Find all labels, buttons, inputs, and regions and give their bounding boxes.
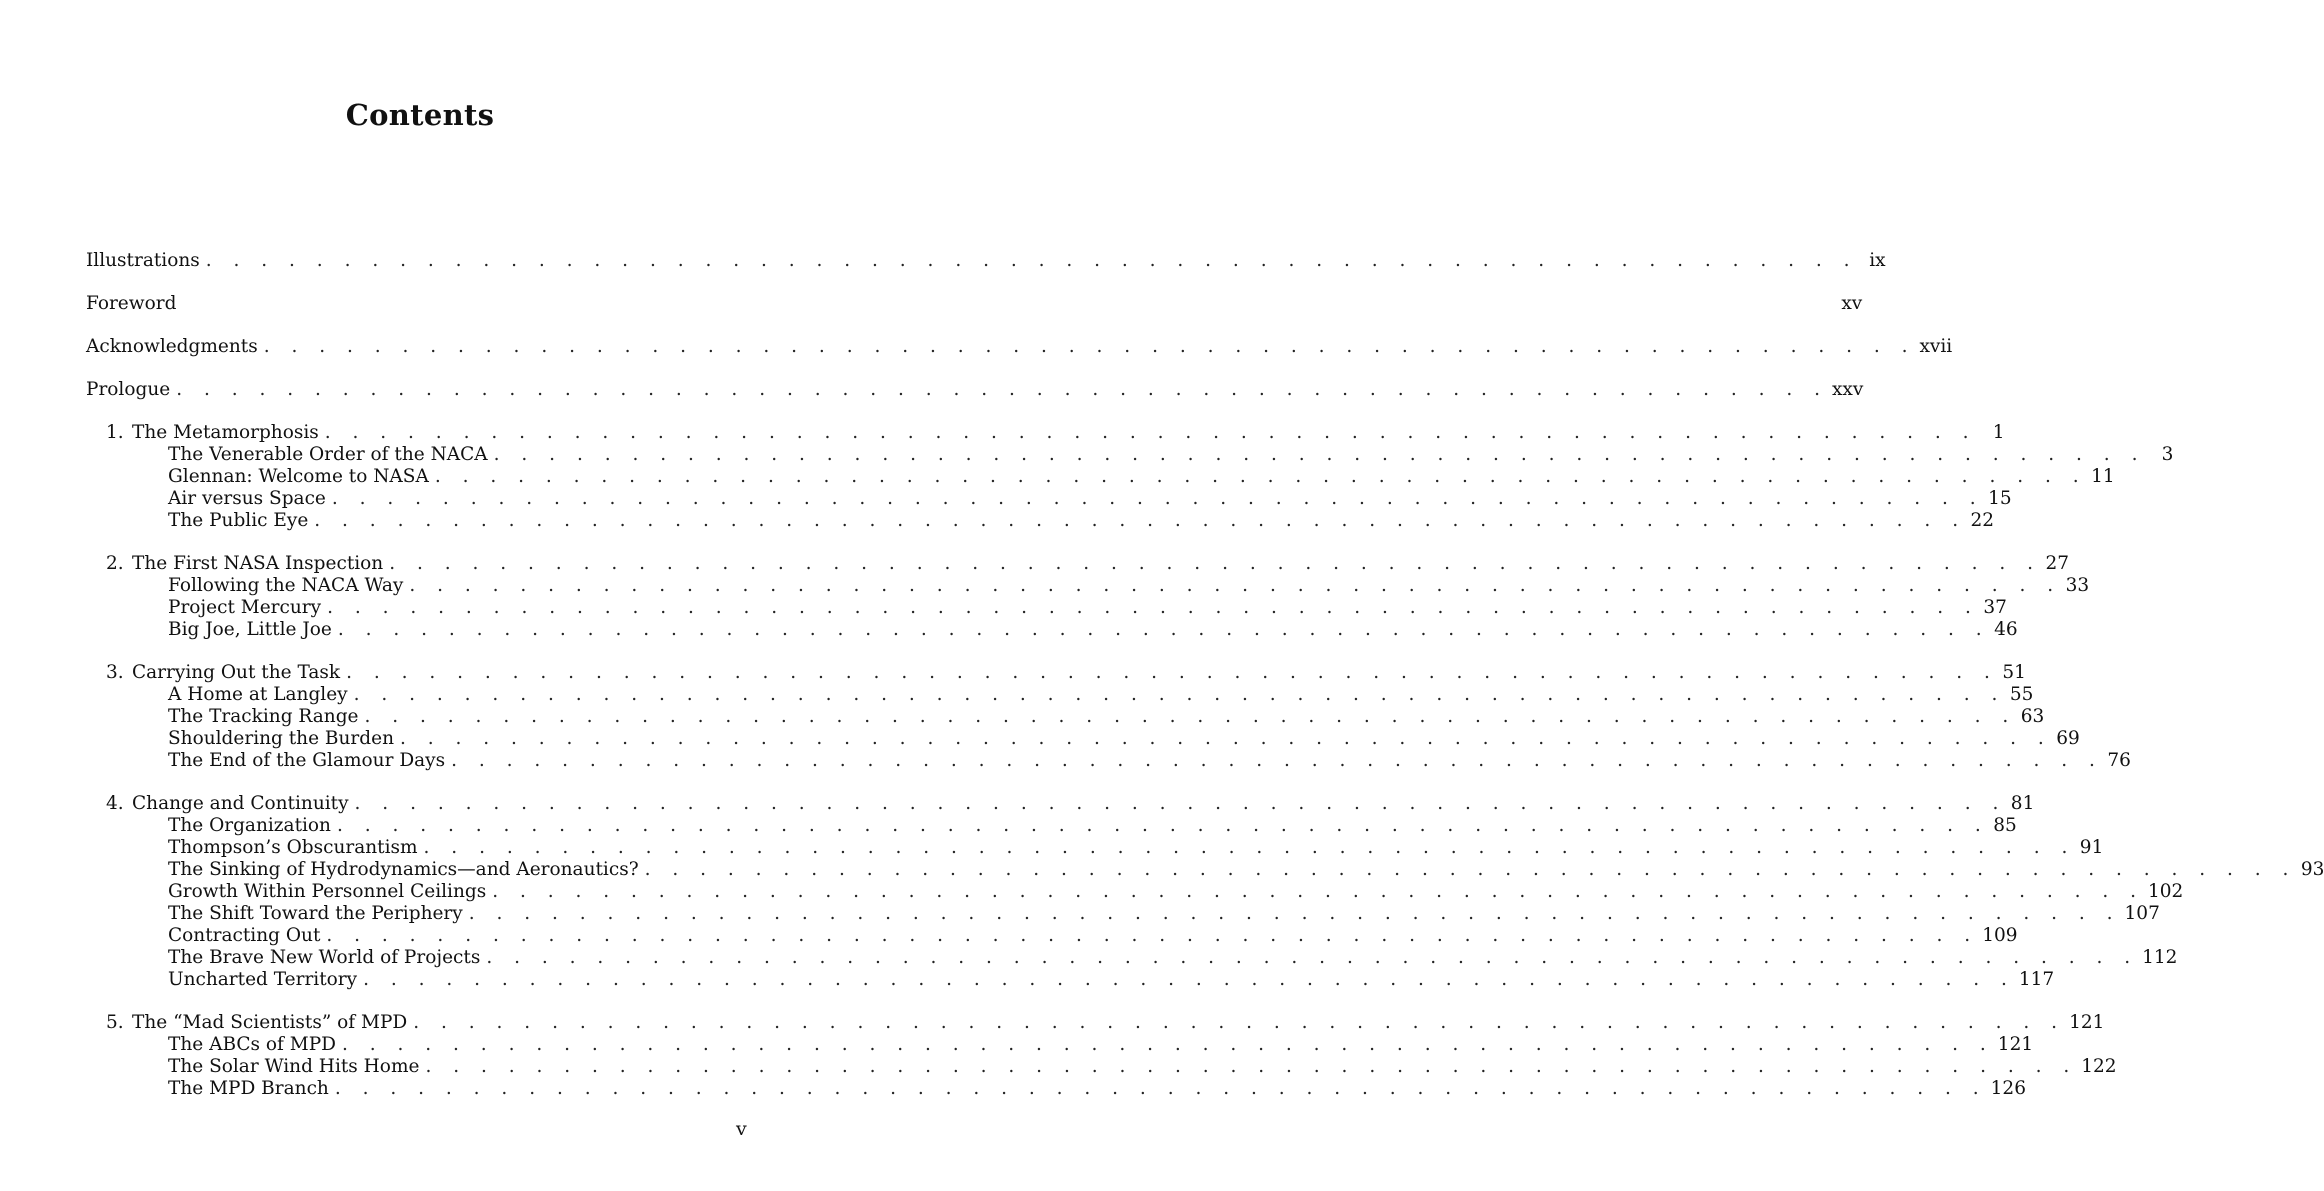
entry-page-number: 46 bbox=[1994, 619, 2018, 640]
entry-label: Shouldering the Burden bbox=[168, 728, 394, 749]
dot-leader: . . . . . . . . . . . . . . . . . . . . . . . . . . . . . . . . . . . . . . . . . . . . . . . . . . . . . . . . . . . . bbox=[324, 422, 1977, 443]
entry-page-number: 91 bbox=[2079, 837, 2104, 858]
chapter-label bbox=[86, 793, 355, 815]
page-title: Contents bbox=[345, 98, 495, 132]
toc-section-entry[interactable] bbox=[86, 1056, 2117, 1078]
entry-page-number: 109 bbox=[1982, 925, 2018, 946]
entry-label: The ABCs of MPD bbox=[168, 1034, 336, 1055]
dot-leader: . . . . . . . . . . . . . . . . . . . . . . . . . . . . . . . . . . . . . . . . . . . . . . . . . . . . . . . . . . . . bbox=[425, 1056, 2078, 1077]
entry-page-number: 55 bbox=[2009, 684, 2034, 705]
entry-page-number: 15 bbox=[1988, 488, 2012, 509]
toc-section-entry[interactable] bbox=[86, 1034, 2034, 1056]
toc-chapter bbox=[86, 793, 2324, 991]
entry-page-number: 121 bbox=[1997, 1034, 2034, 1055]
entry-label: A Home at Langley bbox=[168, 684, 348, 705]
entry-label: The MPD Branch bbox=[168, 1078, 329, 1099]
toc-front-entry[interactable] bbox=[86, 293, 1863, 315]
dot-leader: . . . . . . . . . . . . . . . . . . . . . . . . . . . . . . . . . . . . . . . . . . . . . . . . . . . . . . . . . . . . bbox=[364, 706, 2017, 727]
toc-section-entry[interactable] bbox=[86, 619, 2018, 641]
entry-page-number: 112 bbox=[2142, 947, 2178, 968]
chapter-number: 3. bbox=[106, 662, 124, 683]
toc-section-entry[interactable] bbox=[86, 597, 2007, 619]
toc-section-entry[interactable] bbox=[86, 837, 2104, 859]
entry-page-number: 63 bbox=[2020, 706, 2045, 727]
chapter-number: 1. bbox=[106, 422, 124, 443]
entry-label: The Shift Toward the Periphery bbox=[168, 903, 463, 924]
dot-leader: . . . . . . . . . . . . . . . . . . . . . . . . . . . . . . . . . . . . . . . . . . . . . . . . . . . . . . . . . . . . bbox=[409, 575, 2062, 596]
entry-label: The Public Eye bbox=[168, 510, 309, 531]
entry-label: Growth Within Personnel Ceilings bbox=[168, 881, 487, 902]
dot-leader: . . . . . . . . . . . . . . . . . . . . . . . . . . . . . . . . . . . . . . . . . . . . . . . . . . . . . . . . . . . . bbox=[423, 837, 2076, 858]
chapter-number: 4. bbox=[106, 793, 124, 814]
toc-chapter-entry[interactable] bbox=[86, 1012, 2105, 1034]
dot-leader: . . . . . . . . . . . . . . . . . . . . . . . . . . . . . . . . . . . . . . . . . . . . . . . . . . . . . . . . . . . . bbox=[331, 488, 1984, 509]
dot-leader: . . . . . . . . . . . . . . . . . . . . . . . . . . . . . . . . . . . . . . . . . . . . . . . . . . . . . . . . . . . . bbox=[644, 859, 2297, 880]
dot-leader: . . . . . . . . . . . . . . . . . . . . . . . . . . . . . . . . . . . . . . . . . . . . . . . . . . . . . . . . . . . . bbox=[326, 925, 1979, 946]
entry-label: The End of the Glamour Days bbox=[168, 750, 446, 771]
entry-page-number: ix bbox=[1869, 250, 1886, 271]
entry-label: Acknowledgments bbox=[86, 336, 258, 357]
dot-leader: . . . . . . . . . . . . . . . . . . . . . . . . . . . . . . . . . . . . . . . . . . . . . . . . . . . . . . . . . . . . bbox=[327, 597, 1979, 618]
dot-leader: . . . . . . . . . . . . . . . . . . . . . . . . . . . . . . . . . . . . . . . . . . . . . . . . . . . . . . . . . . . . bbox=[486, 947, 2139, 968]
dot-leader: . . . . . . . . . . . . . . . . . . . . . . . . . . . . . . . . . . . . . . . . . . . . . . . . . . . . . . . . . . . . bbox=[205, 250, 1858, 271]
entry-page-number: 85 bbox=[1993, 815, 2017, 836]
page-number: v bbox=[736, 1118, 747, 1140]
toc-section-entry[interactable] bbox=[86, 815, 2017, 837]
dot-leader: . . . . . . . . . . . . . . . . . . . . . . . . . . . . . . . . . . . . . . . . . . . . . . . . . . . . . . . . . . . . bbox=[451, 750, 2103, 771]
entry-label: Big Joe, Little Joe bbox=[168, 619, 332, 640]
toc-front-entry[interactable] bbox=[86, 379, 1864, 401]
entry-label: Foreword bbox=[86, 293, 177, 314]
entry-page-number: 33 bbox=[2065, 575, 2090, 596]
entry-page-number: xxv bbox=[1832, 379, 1864, 400]
chapter-title: The First NASA Inspection bbox=[132, 553, 384, 574]
dot-leader: . . . . . . . . . . . . . . . . . . . . . . . . . . . . . . . . . . . . . . . . . . . . . . . . . . . . . . . . . . . . bbox=[493, 444, 2146, 465]
toc-section-entry[interactable] bbox=[86, 859, 2324, 881]
entry-label: Contracting Out bbox=[168, 925, 321, 946]
dot-leader: . . . . . . . . . . . . . . . . . . . . . . . . . . . . . . . . . . . . . . . . . . . . . . . . . . . . . . . . . . . . bbox=[346, 662, 1998, 683]
chapter-title: The Metamorphosis bbox=[132, 422, 319, 443]
toc-chapter-entry[interactable] bbox=[86, 793, 2035, 815]
entry-page-number: 76 bbox=[2107, 750, 2131, 771]
toc-section-entry[interactable] bbox=[86, 444, 2174, 466]
entry-label: The Organization bbox=[168, 815, 331, 836]
entry-page-number: 122 bbox=[2081, 1056, 2117, 1077]
entry-label: Uncharted Territory bbox=[168, 969, 358, 990]
chapter-label bbox=[86, 422, 325, 444]
toc-section-entry[interactable] bbox=[86, 466, 2115, 488]
toc-section-entry[interactable] bbox=[86, 575, 2090, 597]
entry-page-number: xvii bbox=[1919, 336, 1953, 357]
entry-page-number: 117 bbox=[2018, 969, 2055, 990]
dot-leader: . . . . . . . . . . . . . . . . . . . . . . . . . . . . . . . . . . . . . . . . . . . . . . . . . . . . . . . . . . . . bbox=[342, 1034, 1994, 1055]
toc-chapter-entry[interactable] bbox=[86, 553, 2070, 575]
toc-section-entry[interactable] bbox=[86, 706, 2045, 728]
toc-section-entry[interactable] bbox=[86, 684, 2034, 706]
dot-leader: . . . . . . . . . . . . . . . . . . . . . . . . . . . . . . . . . . . . . . . . . . . . . . . . . . . . . . . . . . . . bbox=[353, 684, 2006, 705]
dot-leader: . . . . . . . . . . . . . . . . . . . . . . . . . . . . . . . . . . . . . . . . . . . . . . . . . . . . . . . . . . . . bbox=[176, 379, 1828, 400]
entry-page-number: 22 bbox=[1970, 510, 1995, 531]
entry-label: Glennan: Welcome to NASA bbox=[168, 466, 429, 487]
dot-leader: . . . . . . . . . . . . . . . . . . . . . . . . . . . . . . . . . . . . . . . . . . . . . . . . . . . . . . . . . . . . bbox=[354, 793, 2007, 814]
entry-page-number: 27 bbox=[2045, 553, 2070, 574]
toc-chapter bbox=[86, 1012, 2117, 1100]
dot-leader: . . . . . . . . . . . . . . . . . . . . . . . . . . . . . . . . . . . . . . . . . . . . . . . . . . . . . . . . . . . . bbox=[334, 1078, 1987, 1099]
dot-leader: . . . . . . . . . . . . . . . . . . . . . . . . . . . . . . . . . . . . . . . . . . . . . . . . . . . . . . . . . . . . bbox=[336, 815, 1989, 836]
entry-page-number: 93 bbox=[2300, 859, 2324, 880]
entry-label: The Venerable Order of the NACA bbox=[168, 444, 488, 465]
toc-chapter bbox=[86, 662, 2131, 772]
entry-label: Illustrations bbox=[86, 250, 200, 271]
toc-chapter bbox=[86, 553, 2090, 641]
entry-page-number: 126 bbox=[1990, 1078, 2026, 1099]
dot-leader: . . . . . . . . . . . . . . . . . . . . . . . . . . . . . . . . . . . . . . . . . . . . . . . . . . . . . . . . . . . . bbox=[492, 881, 2145, 902]
chapter-label bbox=[86, 553, 389, 575]
dot-leader: . . . . . . . . . . . . . . . . . . . . . . . . . . . . . . . . . . . . . . . . . . . . . . . . . . . . . . . . . . . . bbox=[314, 510, 1967, 531]
entry-label: Air versus Space bbox=[168, 488, 326, 509]
toc-section-entry[interactable] bbox=[86, 969, 2055, 991]
dot-leader: . . . . . . . . . . . . . . . . . . . . . . . . . . . . . . . . . . . . . . . . . . . . . . . . . . . . . . . . . . . . bbox=[363, 969, 2015, 990]
entry-page-number: 11 bbox=[2091, 466, 2115, 487]
toc-section-entry[interactable] bbox=[86, 881, 2184, 903]
entry-page-number: 3 bbox=[2161, 444, 2174, 465]
table-of-contents bbox=[86, 250, 2324, 1121]
dot-leader: . . . . . . . . . . . . . . . . . . . . . . . . . . . . . . . . . . . . . . . . . . . . . . . . . . . . . . . . . . . . bbox=[413, 1012, 2066, 1033]
entry-page-number: xv bbox=[1841, 293, 1863, 314]
chapter-number: 2. bbox=[106, 553, 124, 574]
dot-leader: . . . . . . . . . . . . . . . . . . . . . . . . . . . . . . . . . . . . . . . . . . . . . . . . . . . . . . . . . . . . bbox=[337, 619, 1990, 640]
entry-page-number: 102 bbox=[2148, 881, 2184, 902]
toc-chapter bbox=[86, 422, 2174, 532]
chapter-label bbox=[86, 1012, 413, 1034]
entry-label: Project Mercury bbox=[168, 597, 322, 618]
toc-section-entry[interactable] bbox=[86, 925, 2018, 947]
toc-chapter-entry[interactable] bbox=[86, 662, 2026, 684]
toc-front-entry[interactable] bbox=[86, 336, 1953, 358]
toc-section-entry[interactable] bbox=[86, 903, 2160, 925]
chapter-label bbox=[86, 662, 346, 684]
entry-page-number: 51 bbox=[2002, 662, 2026, 683]
dot-leader: . . . . . . . . . . . . . . . . . . . . . . . . . . . . . . . . . . . . . . . . . . . . . . . . . . . . . . . . . . . . bbox=[389, 553, 2042, 574]
dot-leader: . . . . . . . . . . . . . . . . . . . . . . . . . . . . . . . . . . . . . . . . . . . . . . . . . . . . . . . . . . . . bbox=[468, 903, 2121, 924]
entry-page-number: 121 bbox=[2069, 1012, 2105, 1033]
entry-page-number: 69 bbox=[2056, 728, 2080, 749]
toc-section-entry[interactable] bbox=[86, 488, 2012, 510]
entry-label: Thompson’s Obscurantism bbox=[168, 837, 418, 858]
entry-label: The Solar Wind Hits Home bbox=[168, 1056, 420, 1077]
entry-label: The Tracking Range bbox=[168, 706, 359, 727]
entry-label: Prologue bbox=[86, 379, 171, 400]
toc-section-entry[interactable] bbox=[86, 947, 2178, 969]
entry-page-number: 1 bbox=[1992, 422, 2005, 443]
chapter-number: 5. bbox=[106, 1012, 124, 1033]
chapter-title: The “Mad Scientists” of MPD bbox=[132, 1012, 408, 1033]
entry-label: Following the NACA Way bbox=[168, 575, 404, 596]
chapter-title: Change and Continuity bbox=[132, 793, 349, 814]
toc-front-entry[interactable] bbox=[86, 250, 1886, 272]
entry-page-number: 81 bbox=[2010, 793, 2035, 814]
entry-label: The Sinking of Hydrodynamics—and Aeronautics? bbox=[168, 859, 639, 880]
dot-leader: . . . . . . . . . . . . . . . . . . . . . . . . . . . . . . . . . . . . . . . . . . . . . . . . . . . . . . . . . . . . bbox=[434, 466, 2087, 487]
chapter-title: Carrying Out the Task bbox=[132, 662, 341, 683]
toc-section-entry[interactable] bbox=[86, 728, 2080, 750]
dot-leader: . . . . . . . . . . . . . . . . . . . . . . . . . . . . . . . . . . . . . . . . . . . . . . . . . . . . . . . . . . . . bbox=[399, 728, 2052, 749]
entry-label: The Brave New World of Projects bbox=[168, 947, 481, 968]
toc-section-entry[interactable] bbox=[86, 750, 2131, 772]
dot-leader: . . . . . . . . . . . . . . . . . . . . . . . . . . . . . . . . . . . . . . . . . . . . . . . . . . . . . . . . . . . . bbox=[263, 336, 1916, 357]
entry-page-number: 107 bbox=[2124, 903, 2160, 924]
toc-section-entry[interactable] bbox=[86, 1078, 2026, 1100]
entry-page-number: 37 bbox=[1983, 597, 2007, 618]
toc-chapter-entry[interactable] bbox=[86, 422, 2005, 444]
toc-section-entry[interactable] bbox=[86, 510, 1995, 532]
